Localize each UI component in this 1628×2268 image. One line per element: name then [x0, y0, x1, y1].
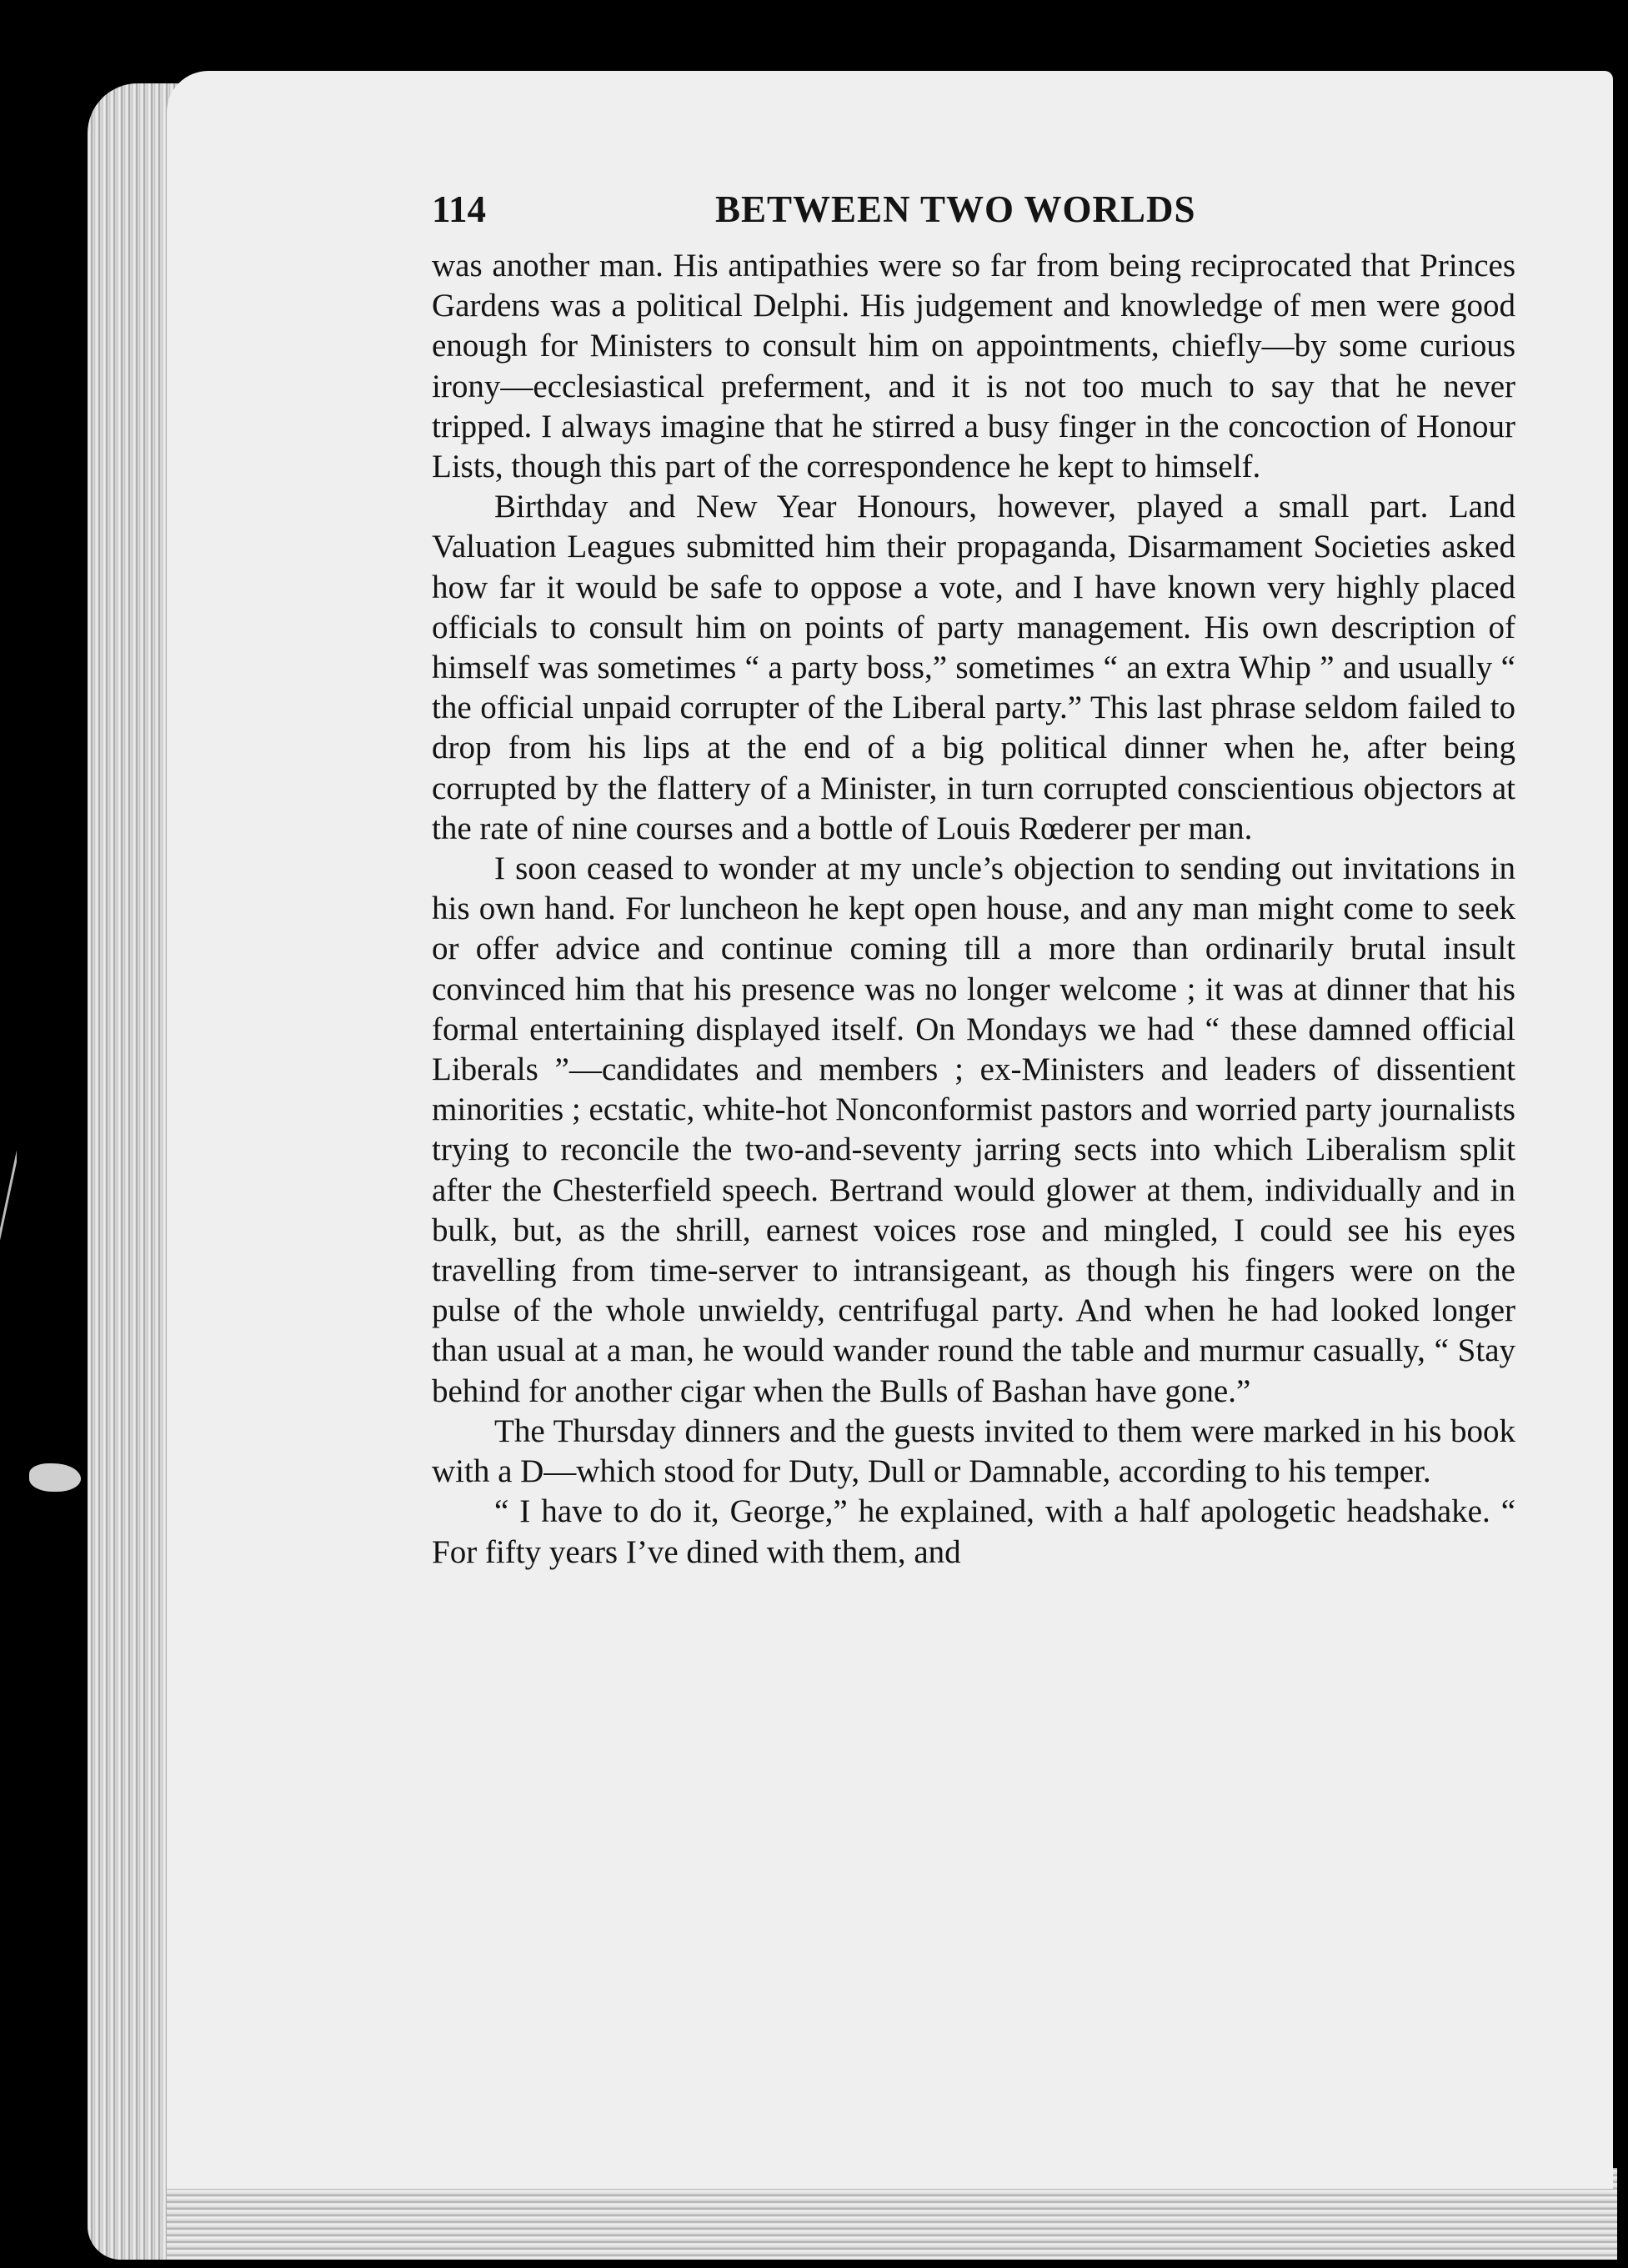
page-number: 114: [432, 188, 487, 230]
paragraph-1: was another man. His antipathies were so far from being reciprocated that Princes Gardens was a political Delphi. His judgement and knowledge of men were good enough for Ministers to consult him on appointments, chiefly—by some curious irony—ecclesiastical preferment, and it is not too much to say that he never tripped. I always imagine that he stirred a busy finger in the concoction of Honour Lists, though this part of the correspondence he kept to himself.: [432, 248, 1515, 485]
paragraph-5: “ I have to do it, George,” he explained, with a half apologetic headshake. “ For fifty years I’ve dined with them, and: [432, 1493, 1515, 1570]
paragraph-3: I soon ceased to wonder at my uncle’s objection to sending out invitations in his own hand. For luncheon he kept open house, and any man might come to seek or offer advice and continue coming till a more than ordinarily brutal insult convinced him that his presence was no longer welcome ; it was at dinner that his formal entertaining displayed itself. On Mondays we had “ these damned official Liberals ”—candidates and members ; ex-Ministers and leaders of dissentient minorities ; ecstatic, white-hot Nonconformist pastors and worried party journalists trying to reconcile the two-and-seventy jarring sects into which Liberalism split after the Chesterfield speech. Bertrand would glower at them, individually and in bulk, but, as the shrill, earnest voices rose and mingled, I could see his eyes travelling from time-server to intransigeant, as though his fingers were on the pulse of the whole unwieldy, centrifugal party. And when he had looked longer than usual at a man, he would wander round the table and murmur casually, “ Stay behind for another cigar when the Bulls of Bashan have gone.”: [432, 850, 1515, 1409]
page-header: [432, 188, 1515, 246]
stamp-mark: [29, 1463, 81, 1492]
running-title: BETWEEN TWO WORLDS: [715, 188, 1196, 230]
text-block: [432, 188, 1515, 1573]
dark-margin: [17, 1101, 83, 2143]
paragraph-4: The Thursday dinners and the guests invited to them were marked in his book with a D—which stood for Duty, Dull or Damnable, according to his temper.: [432, 1412, 1515, 1490]
paragraph-2: Birthday and New Year Honours, however, played a small part. Land Valuation Leagues submitted him their propaganda, Disarmament Societies asked how far it would be safe to oppose a vote, and I have known very highly placed officials to consult him on points of party management. His own description of himself was sometimes “ a party boss,” sometimes “ an extra Whip ” and usually “ the official unpaid corrupter of the Liberal party.” This last phrase seldom failed to drop from his lips at the end of a big political dinner when he, after being corrupted by the flattery of a Minister, in turn corrupted conscientious objectors at the rate of nine courses and a bottle of Louis Rœderer per man.: [432, 489, 1515, 846]
